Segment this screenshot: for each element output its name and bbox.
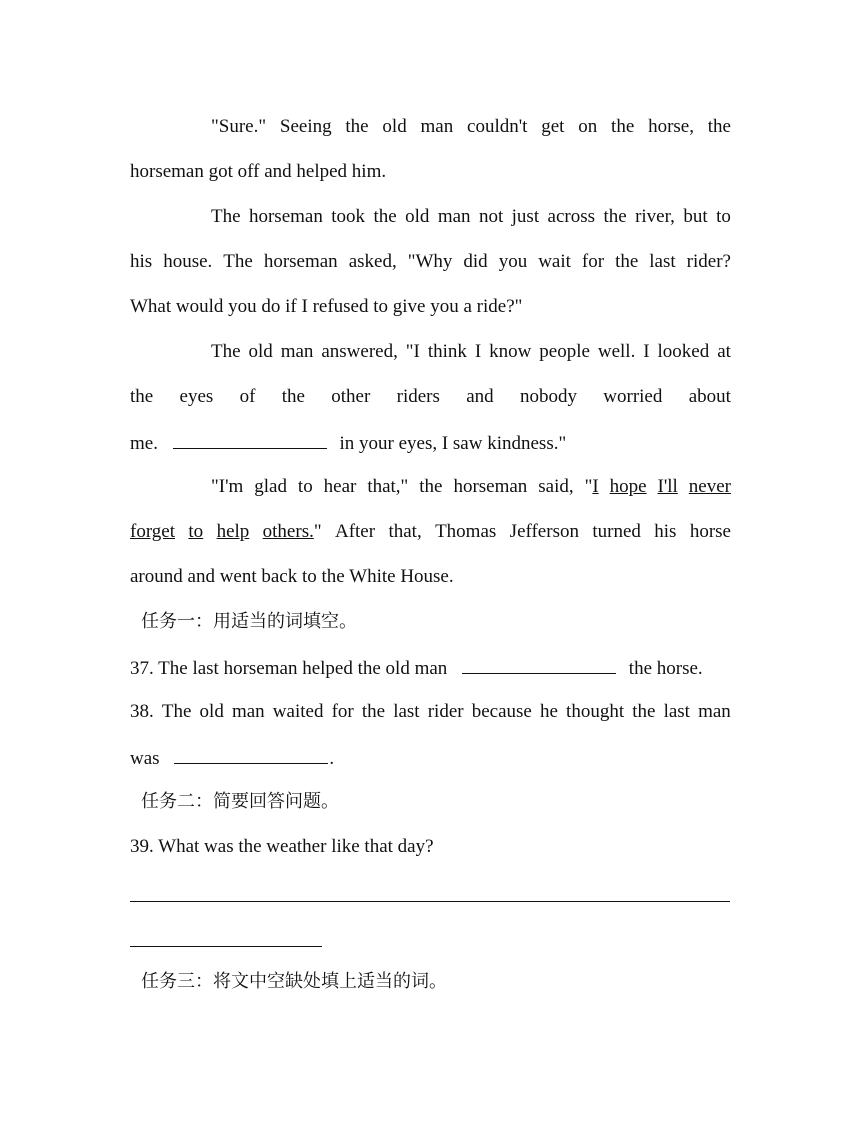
task-title: 任务二：简要回答问题。 bbox=[141, 791, 339, 812]
word: horse bbox=[689, 521, 731, 542]
word: couldn't bbox=[467, 116, 528, 137]
word: "I bbox=[584, 476, 599, 497]
word: horseman bbox=[453, 476, 528, 497]
word: his bbox=[654, 521, 677, 542]
word: and bbox=[466, 386, 494, 407]
word: wait bbox=[538, 251, 571, 272]
word: just bbox=[511, 206, 540, 227]
question-37 bbox=[130, 655, 703, 681]
word: the bbox=[361, 701, 386, 722]
word: did bbox=[463, 251, 488, 272]
word: last bbox=[663, 701, 690, 722]
word: across bbox=[547, 206, 596, 227]
task-title: 任务三：将文中空缺处填上适当的词。 bbox=[141, 971, 447, 992]
word: his bbox=[130, 251, 153, 272]
word: Seeing bbox=[279, 116, 332, 137]
word: well. bbox=[597, 341, 636, 362]
word: The bbox=[223, 251, 253, 272]
passage-line: horseman got off and helped him. bbox=[130, 161, 387, 182]
word: The bbox=[211, 341, 241, 362]
word: man bbox=[437, 206, 471, 227]
word: the bbox=[373, 206, 397, 227]
word: about bbox=[688, 386, 731, 407]
passage-line: What would you do if I refused to give you a ride?" bbox=[130, 296, 523, 317]
word: last bbox=[649, 251, 676, 272]
word: took bbox=[331, 206, 366, 227]
word: man bbox=[698, 701, 731, 722]
answer-blank[interactable] bbox=[173, 430, 327, 449]
underlined-word: hope bbox=[609, 476, 647, 497]
word: waited bbox=[272, 701, 324, 722]
underlined-word: others. bbox=[262, 521, 314, 542]
word: that," bbox=[367, 476, 409, 497]
question-text: . bbox=[329, 748, 335, 769]
word: rider bbox=[427, 701, 464, 722]
word: 38. bbox=[130, 701, 154, 722]
word: for bbox=[581, 251, 605, 272]
word: eyes bbox=[179, 386, 214, 407]
answer-blank[interactable] bbox=[462, 655, 616, 674]
word: others." bbox=[262, 521, 322, 542]
question-text: 37. The last horseman helped the old man bbox=[130, 658, 448, 679]
word: I bbox=[643, 341, 650, 362]
passage-line bbox=[130, 250, 731, 274]
word: rider? bbox=[686, 251, 731, 272]
question-text: the horse. bbox=[628, 658, 703, 679]
underlined-word: I'll bbox=[657, 476, 678, 497]
word: because bbox=[471, 701, 532, 722]
word: other bbox=[331, 386, 371, 407]
line-text: me. bbox=[130, 433, 158, 454]
word: get bbox=[541, 116, 565, 137]
word: said, bbox=[538, 476, 574, 497]
question-38 bbox=[130, 700, 731, 724]
word: at bbox=[717, 341, 731, 362]
word: horseman bbox=[263, 251, 338, 272]
word: think bbox=[427, 341, 467, 362]
word: the bbox=[281, 386, 305, 407]
word: looked bbox=[657, 341, 710, 362]
word: old bbox=[199, 701, 224, 722]
word: for bbox=[331, 701, 354, 722]
word: river, bbox=[635, 206, 675, 227]
passage-line bbox=[211, 340, 731, 364]
passage-line bbox=[211, 205, 731, 229]
word: he bbox=[539, 701, 558, 722]
word: house. bbox=[163, 251, 213, 272]
word: people bbox=[539, 341, 590, 362]
word: worried bbox=[603, 386, 663, 407]
word: the bbox=[707, 116, 731, 137]
answer-line[interactable] bbox=[130, 946, 322, 947]
word: man bbox=[280, 341, 314, 362]
word: the bbox=[632, 701, 656, 722]
word: riders bbox=[396, 386, 440, 407]
passage-line bbox=[130, 430, 566, 456]
word: on bbox=[578, 116, 598, 137]
passage-line: around and went back to the White House. bbox=[130, 566, 454, 587]
word: that, bbox=[388, 521, 422, 542]
word: glad bbox=[254, 476, 287, 497]
word: the bbox=[419, 476, 443, 497]
word: The bbox=[161, 701, 192, 722]
word: hear bbox=[323, 476, 357, 497]
answer-line[interactable] bbox=[130, 901, 730, 902]
word: man bbox=[420, 116, 454, 137]
passage-line bbox=[211, 475, 731, 499]
word: thought bbox=[566, 701, 625, 722]
word: turned bbox=[592, 521, 641, 542]
word: the bbox=[615, 251, 639, 272]
underlined-word: never bbox=[688, 476, 731, 497]
word: After bbox=[334, 521, 376, 542]
word: to bbox=[716, 206, 731, 227]
word: old bbox=[382, 116, 407, 137]
word: the bbox=[603, 206, 627, 227]
word: "I bbox=[405, 341, 420, 362]
word: of bbox=[239, 386, 256, 407]
underlined-word: forget bbox=[130, 521, 176, 542]
underlined-word: to bbox=[188, 521, 204, 542]
word: the bbox=[611, 116, 635, 137]
word: answered, bbox=[321, 341, 398, 362]
word: "I'm bbox=[211, 476, 244, 497]
passage-line bbox=[130, 520, 731, 544]
word: to bbox=[297, 476, 313, 497]
word: old bbox=[405, 206, 430, 227]
word: asked, bbox=[348, 251, 397, 272]
word: Jefferson bbox=[509, 521, 579, 542]
passage-line bbox=[211, 115, 731, 139]
underlined-word: I bbox=[592, 476, 599, 497]
word: last bbox=[393, 701, 420, 722]
word: man bbox=[231, 701, 265, 722]
question-39: 39. What was the weather like that day? bbox=[130, 836, 434, 857]
word: I bbox=[474, 341, 482, 362]
question-text: was bbox=[130, 748, 160, 769]
word: horseman bbox=[248, 206, 323, 227]
word: Thomas bbox=[435, 521, 497, 542]
word: you bbox=[498, 251, 528, 272]
word: nobody bbox=[519, 386, 577, 407]
word: horse, bbox=[648, 116, 694, 137]
word: old bbox=[248, 341, 273, 362]
word: "Why bbox=[407, 251, 453, 272]
word: "Sure." bbox=[211, 116, 267, 137]
word: The bbox=[211, 206, 241, 227]
question-38-continued bbox=[130, 745, 334, 771]
word: but bbox=[683, 206, 708, 227]
word: know bbox=[489, 341, 532, 362]
underlined-word: help bbox=[216, 521, 250, 542]
word: the bbox=[345, 116, 369, 137]
line-text: in your eyes, I saw kindness." bbox=[339, 433, 567, 454]
task-title: 任务一：用适当的词填空。 bbox=[141, 611, 357, 632]
word: the bbox=[130, 386, 154, 407]
answer-blank[interactable] bbox=[174, 745, 328, 764]
passage-line bbox=[130, 385, 731, 409]
word: not bbox=[478, 206, 504, 227]
